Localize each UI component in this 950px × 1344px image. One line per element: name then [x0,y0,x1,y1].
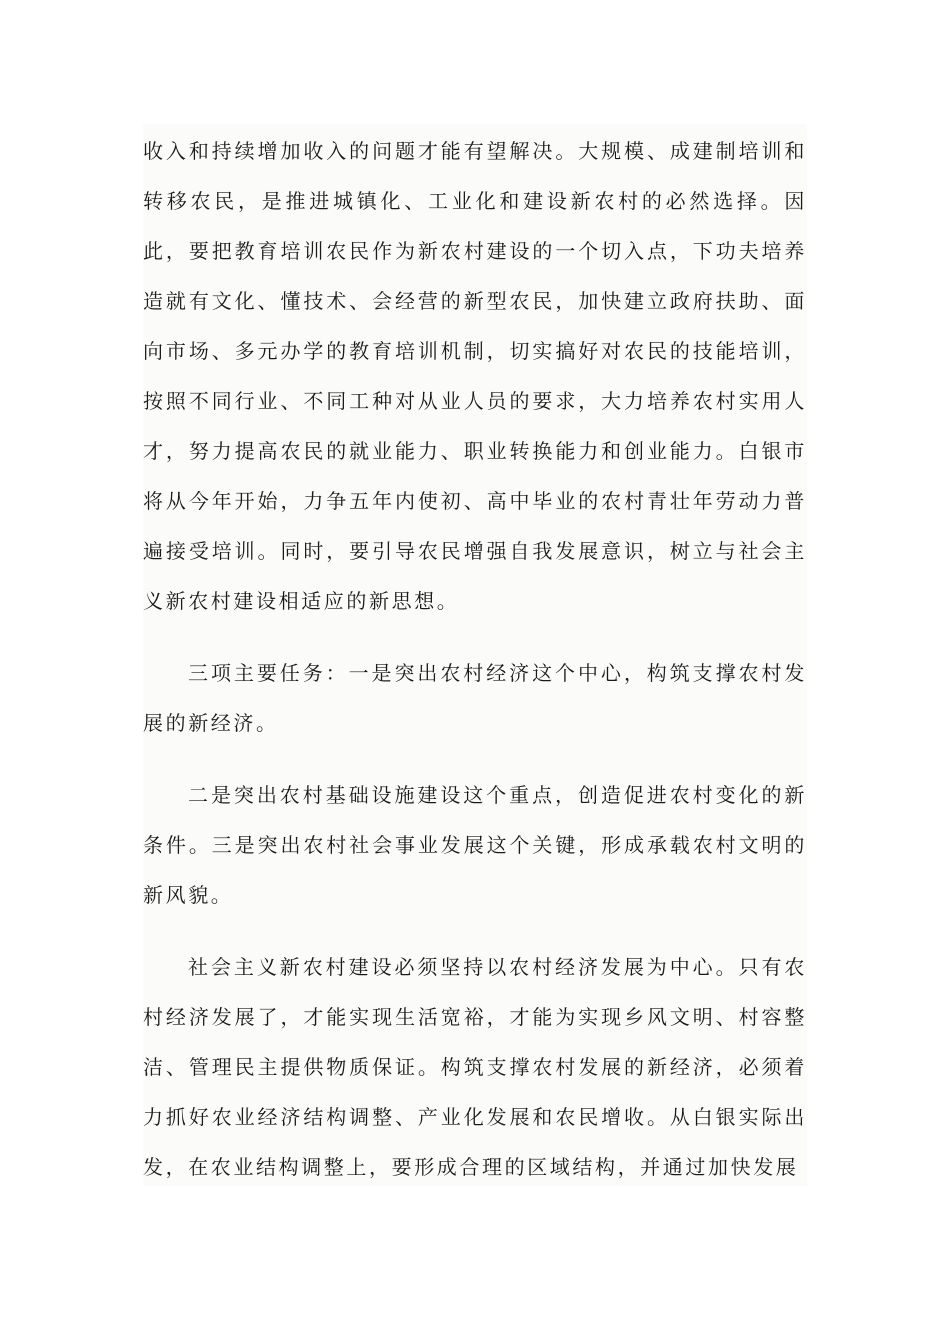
paragraph-gap [143,626,807,648]
paragraph-gap [143,920,807,942]
paragraph-2: 三项主要任务：一是突出农村经济这个中心，构筑支撑农村发展的新经济。 [143,661,807,735]
paragraph-gap [143,748,807,770]
paragraph-4: 社会主义新农村建设必须坚持以农村经济发展为中心。只有农村经济发展了，才能实现生活宽裕，才能为实现乡风文明、村容整洁、管理民主提供物质保证。构筑支撑农村发展的新经济，必须着力抓好农业经济结构调整、产业化发展和农民增收。从白银实际出发，在农业结构调整上，要形成合理的区域结构，并通过加快发展 [143,955,807,1179]
paragraph-3: 二是突出农村基础设施建设这个重点，创造促进农村变化的新条件。三是突出农村社会事业发展这个关键，形成承载农村文明的新风貌。 [143,783,807,907]
document-body [143,124,807,1186]
paragraph-1: 收入和持续增加收入的问题才能有望解决。大规模、成建制培训和转移农民，是推进城镇化、工业化和建设新农村的必然选择。因此，要把教育培训农民作为新农村建设的一个切入点，下功夫培养造就有文化、懂技术、会经营的新型农民，加快建立政府扶助、面向市场、多元办学的教育培训机制，切实搞好对农民的技能培训，按照不同行业、不同工种对从业人员的要求，大力培养农村实用人才，努力提高农民的就业能力、职业转换能力和创业能力。白银市将从今年开始，力争五年内使初、高中毕业的农村青壮年劳动力普遍接受培训。同时，要引导农民增强自我发展意识，树立与社会主义新农村建设相适应的新思想。 [143,139,807,613]
